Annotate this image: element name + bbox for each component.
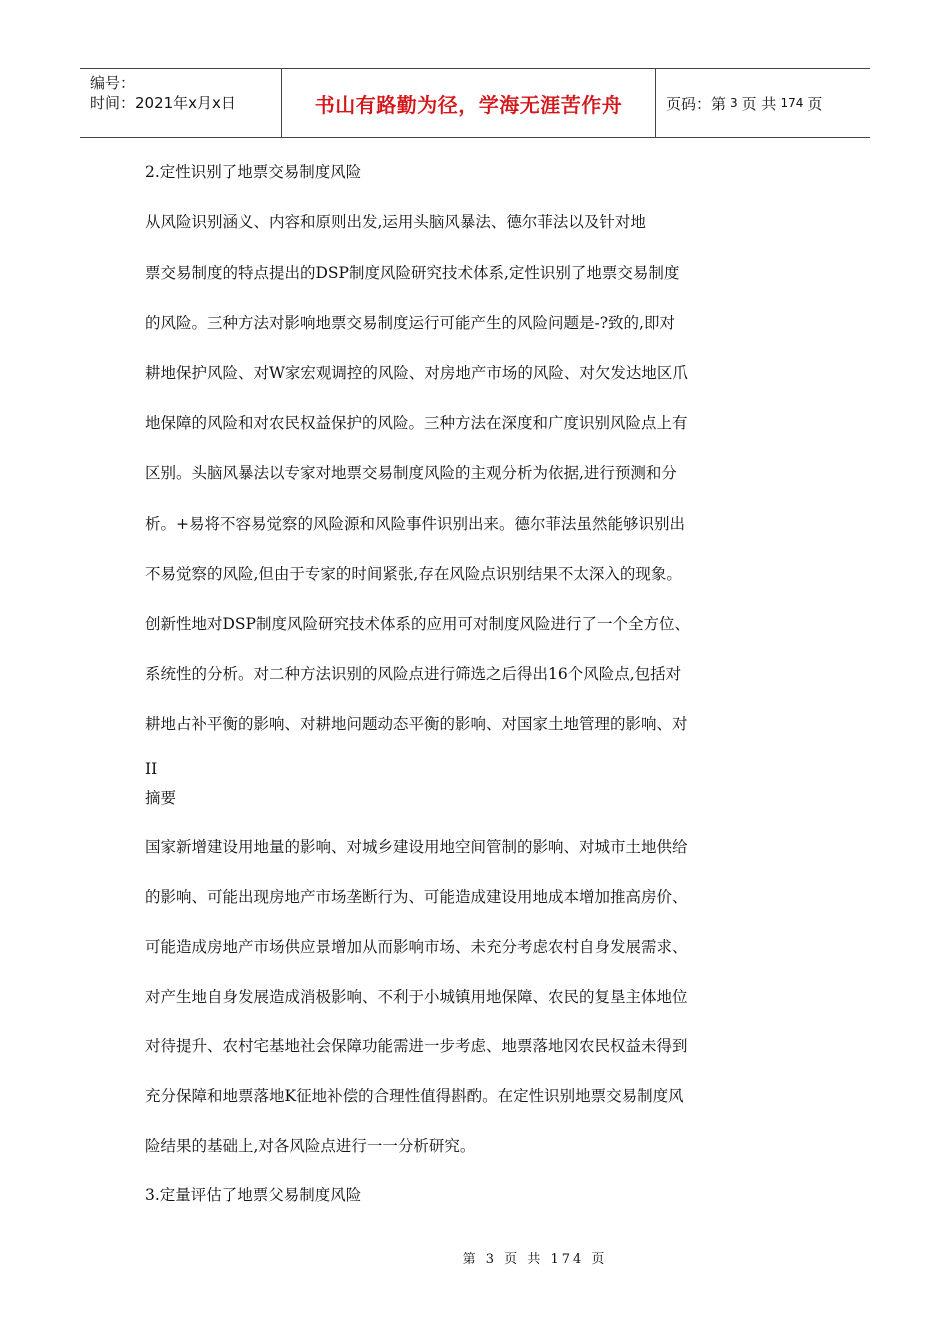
footer-mid: 页 共 <box>504 1252 544 1267</box>
body-line: 对产生地自身发展造成消极影响、不利于小城镇用地保障、农民的复垦主体地位 <box>145 988 688 1006</box>
page-prefix: 页码：第 <box>666 94 727 113</box>
page-marker: II <box>145 760 158 778</box>
page-total: 174 <box>780 96 804 110</box>
body-line: 的影响、可能出现房地产市场垄断行为、可能造成建设用地成本增加推高房价、 <box>145 888 688 906</box>
body-line: 耕地占补平衡的影响、对耕地问题动态平衡的影响、对国家土地管理的影响、对 <box>145 715 688 733</box>
number-label: 编号： <box>90 74 136 92</box>
footer-suffix: 页 <box>591 1252 608 1267</box>
body-line: 对待提升、农村宅基地社会保障功能需进一步考虑、地票落地冈农民权益未得到 <box>145 1037 688 1055</box>
page-mid: 页 共 <box>741 94 777 113</box>
body-line: 地保障的风险和对农民权益保护的风险。三种方法在深度和广度识别风险点上有 <box>145 414 688 432</box>
body-line: 国家新增建设用地量的影响、对城乡建设用地空间管制的影响、对城市土地供给 <box>145 838 688 856</box>
body-line: 险结果的基础上,对各风险点进行一一分析研究。 <box>145 1137 476 1155</box>
motto-text: 书山有路勤为径，学海无涯苦作舟 <box>314 92 623 117</box>
page-suffix: 页 <box>807 94 823 113</box>
section-label-abstract: 摘要 <box>145 789 177 807</box>
header-page-info <box>656 69 870 137</box>
body-line: 充分保障和地票落地K征地补偿的合理性值得斟酌。在定性识别地票交易制度风 <box>145 1087 684 1105</box>
time-label: 时间：2021年x月x日 <box>90 94 236 112</box>
section-heading-3: 3.定量评估了地票父易制度风险 <box>145 1186 362 1204</box>
body-line: 的风险。三种方法对影响地票交易制度运行可能产生的风险问题是-?致的,即对 <box>145 314 675 332</box>
body-line: 从风险识别涵义、内容和原则出发,运用头脑风暴法、德尔菲法以及针对地 <box>145 213 646 231</box>
body-line: 系统性的分析。对二种方法识别的风险点进行筛选之后得出16个风险点,包括对 <box>145 665 682 683</box>
body-line: 不易觉察的风险,但由于专家的时间紧张,存在风险点识别结果不太深入的现象。 <box>145 565 682 583</box>
footer-total: 174 <box>550 1252 585 1267</box>
page-current: 3 <box>730 96 738 110</box>
header-meta <box>80 69 282 137</box>
body-line: 区别。头脑风暴法以专家对地票交易制度风险的主观分析为依据,进行预测和分 <box>145 464 677 482</box>
footer-current: 3 <box>485 1252 498 1267</box>
section-heading-2: 2.定性识别了地票交易制度风险 <box>145 163 362 181</box>
body-line: 票交易制度的特点提出的DSP制度风险研究技术体系,定性识别了地票交易制度 <box>145 264 680 282</box>
document-header <box>80 68 870 138</box>
body-line: 耕地保护风险、对W家宏观调控的风险、对房地产市场的风险、对欠发达地区爪 <box>145 364 688 382</box>
header-motto-cell <box>282 69 656 137</box>
body-line: 可能造成房地产市场供应景增加从而影响市场、未充分考虑农村自身发展需求、 <box>145 938 688 956</box>
page-footer <box>0 1248 950 1267</box>
footer-prefix: 第 <box>462 1252 479 1267</box>
body-line: 析。+易将不容易觉察的风险源和风险事件识别出来。德尔菲法虽然能够识别出 <box>145 515 685 533</box>
body-line: 创新性地对DSP制度风险研究技术体系的应用可对制度风险进行了一个全方位、 <box>145 615 690 633</box>
